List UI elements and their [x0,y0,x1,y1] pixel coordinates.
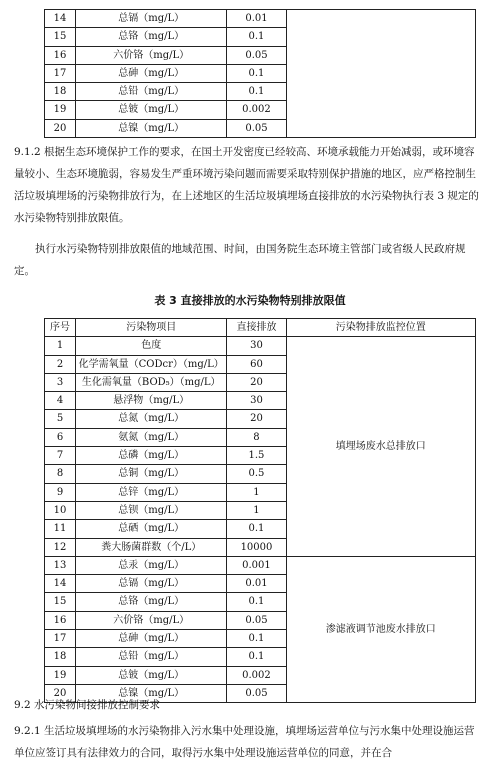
pollutant-item: 总砷（mg/L） [76,64,227,82]
limit-value: 0.1 [227,83,286,101]
pollutant-item: 总硒（mg/L） [76,520,227,538]
pollutant-item: 总铜（mg/L） [76,465,227,483]
pollutant-item: 悬浮物（mg/L） [76,392,227,410]
row-number: 11 [45,520,76,538]
paragraph-9-2-1: 9.2.1 生活垃圾填埋场的水污染物排入污水集中处理设施，填埋场运营单位与污水集中处理设施运营单位应签订具有法律效力的合同，取得污水集中处理设施运营单位的同意，并在合 [14,725,475,759]
row-number: 17 [45,630,76,648]
pollutant-item: 总磷（mg/L） [76,447,227,465]
limit-value: 8 [227,428,286,446]
limit-value: 0.5 [227,465,286,483]
monitoring-location-landfill: 填埋场废水总排放口 [286,337,475,557]
row-number: 5 [45,410,76,428]
row-number: 16 [45,46,76,64]
header-location: 污染物排放监控位置 [286,319,475,337]
top-table-continuation [44,9,476,138]
row-number: 13 [45,556,76,574]
limit-value: 1 [227,501,286,519]
pollutant-item: 色度 [76,337,227,355]
limit-value: 0.1 [227,593,286,611]
pollutant-item: 总钡（mg/L） [76,501,227,519]
limit-value: 0.002 [227,666,286,684]
section-heading-9-2: 9.2 水污染物间接排放控制要求 [14,699,161,711]
row-number: 4 [45,392,76,410]
limit-value: 0.1 [227,630,286,648]
pollutant-item: 总镍（mg/L） [76,119,227,137]
limit-value: 0.01 [227,575,286,593]
limit-value: 0.05 [227,119,286,137]
table-3-header-row [45,319,476,337]
pollutant-item: 氨氮（mg/L） [76,428,227,446]
row-number: 9 [45,483,76,501]
limit-value: 30 [227,392,286,410]
paragraph-9-1-2: 9.1.2 根据生态环境保护工作的要求，在国土开发密度已经较高、环境承载能力开始减弱，或环境容量较小、生态环境脆弱，容易发生严重环境污染问题而需要采取特别保护措施的地区，应严格控制生活垃圾填埋场的污染物排放行为，在上述地区的生活垃圾填埋场直接排放的水污染物执行表 3 规定的水污染物特别排放限值。 [14,146,479,224]
pollutant-item: 总铅（mg/L） [76,648,227,666]
row-number: 17 [45,64,76,82]
pollutant-item: 总镉（mg/L） [76,10,227,28]
pollutant-item: 总砷（mg/L） [76,630,227,648]
limit-value: 30 [227,337,286,355]
row-number: 10 [45,501,76,519]
header-item: 污染物项目 [76,319,227,337]
limit-value: 0.1 [227,28,286,46]
monitoring-location-leachate: 渗滤液调节池废水排放口 [286,556,475,702]
limit-value: 0.1 [227,520,286,538]
monitoring-location-empty [286,10,475,138]
row-number: 14 [45,10,76,28]
row-number: 18 [45,648,76,666]
limit-value: 20 [227,373,286,391]
header-no: 序号 [45,319,76,337]
row-number: 7 [45,447,76,465]
row-number: 19 [45,666,76,684]
row-number: 2 [45,355,76,373]
limit-value: 0.002 [227,101,286,119]
pollutant-item: 总铬（mg/L） [76,593,227,611]
limit-value: 0.05 [227,46,286,64]
table-row [45,337,476,355]
paragraph-execution-scope: 执行水污染物特别排放限值的地域范围、时间，由国务院生态环境主管部门或省级人民政府规定。 [14,243,466,277]
pollutant-item: 六价铬（mg/L） [76,46,227,64]
limit-value: 1.5 [227,447,286,465]
limit-value: 0.1 [227,648,286,666]
limit-value: 0.05 [227,684,286,702]
header-limit: 直接排放 [227,319,286,337]
row-number: 20 [45,684,76,702]
table-row [45,556,476,574]
row-number: 12 [45,538,76,556]
row-number: 14 [45,575,76,593]
pollutant-item: 生化需氧量（BOD₅）（mg/L） [76,373,227,391]
row-number: 15 [45,593,76,611]
limit-value: 1 [227,483,286,501]
pollutant-item: 总铅（mg/L） [76,83,227,101]
table-row [45,10,476,28]
row-number: 8 [45,465,76,483]
pollutant-item: 粪大肠菌群数（个/L） [76,538,227,556]
table-3-caption: 表 3 直接排放的水污染物特别排放限值 [154,294,346,307]
pollutant-item: 化学需氧量（CODcr）（mg/L） [76,355,227,373]
limit-value: 0.01 [227,10,286,28]
pollutant-item: 总镍（mg/L） [76,684,227,702]
row-number: 19 [45,101,76,119]
pollutant-item: 总锌（mg/L） [76,483,227,501]
pollutant-item: 总汞（mg/L） [76,556,227,574]
limit-value: 0.1 [227,64,286,82]
limit-value: 0.05 [227,611,286,629]
limit-value: 10000 [227,538,286,556]
row-number: 15 [45,28,76,46]
pollutant-item: 总镉（mg/L） [76,575,227,593]
row-number: 18 [45,83,76,101]
row-number: 16 [45,611,76,629]
row-number: 6 [45,428,76,446]
pollutant-item: 总铬（mg/L） [76,28,227,46]
pollutant-item: 总氮（mg/L） [76,410,227,428]
limit-value: 0.001 [227,556,286,574]
row-number: 20 [45,119,76,137]
pollutant-item: 六价铬（mg/L） [76,611,227,629]
row-number: 3 [45,373,76,391]
row-number: 1 [45,337,76,355]
limit-value: 60 [227,355,286,373]
pollutant-item: 总铍（mg/L） [76,101,227,119]
pollutant-item: 总铍（mg/L） [76,666,227,684]
limit-value: 20 [227,410,286,428]
table-3 [44,318,476,703]
